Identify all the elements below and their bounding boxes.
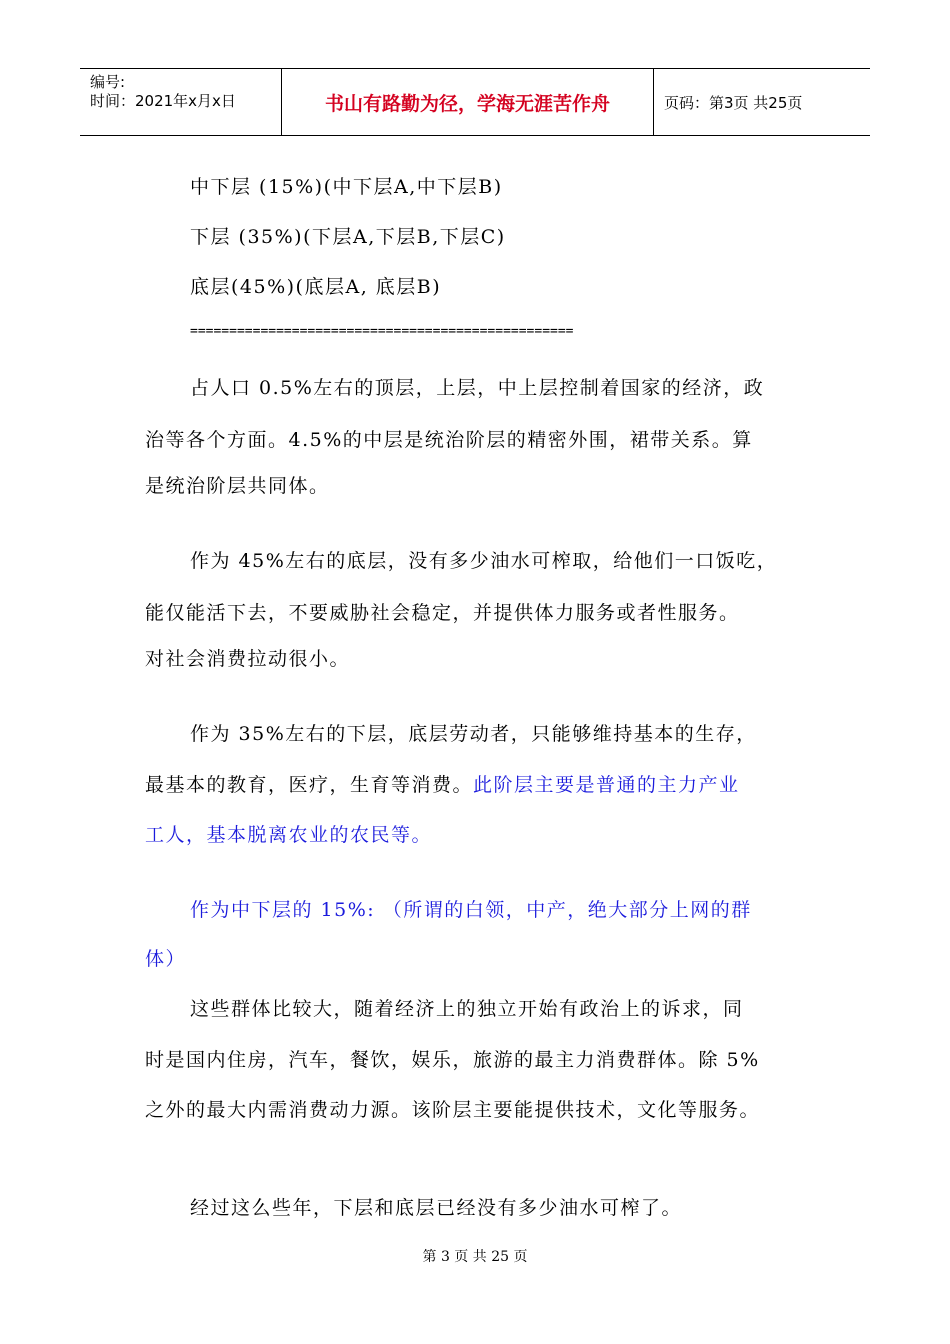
text-line: 体） <box>145 948 187 970</box>
text-line: 工人，基本脱离农业的农民等。 <box>145 824 433 846</box>
text-line: 能仅能活下去，不要威胁社会稳定，并提供体力服务或者性服务。 <box>145 602 740 624</box>
page-header <box>80 68 870 136</box>
header-page-info: 页码：第3页 共25页 <box>664 93 803 112</box>
text-line: 是统治阶层共同体。 <box>145 475 330 497</box>
text-line: 占人口 0.5%左右的顶层，上层，中上层控制着国家的经济，政 <box>190 377 765 399</box>
text-line: 之外的最大内需消费动力源。该阶层主要能提供技术，文化等服务。 <box>145 1099 761 1121</box>
text-line: 经过这么些年，下层和底层已经没有多少油水可榨了。 <box>190 1197 683 1219</box>
text-line: 时是国内住房，汽车，餐饮，娱乐，旅游的最主力消费群体。除 5% <box>145 1049 760 1071</box>
text-line: 治等各个方面。4.5%的中层是统治阶层的精密外围，裙带关系。算 <box>145 429 753 451</box>
motto-text: 书山有路勤为径，学海无涯苦作舟 <box>324 92 610 115</box>
text-line: 作为 35%左右的下层，底层劳动者，只能够维持基本的生存， <box>190 723 757 745</box>
time-label: 时间：2021年x月x日 <box>90 92 236 110</box>
page-footer: 第 3 页 共 25 页 <box>422 1249 528 1265</box>
number-label: 编号: <box>90 73 126 91</box>
highlight-segment: 此阶层主要是普通的主力产业 <box>473 774 740 796</box>
text-line: 底层(45%)(底层A, 底层B) <box>190 276 442 298</box>
text-segment: 最基本的教育，医疗，生育等消费。 <box>145 774 474 796</box>
text-line: 下层 (35%)(下层A,下层B,下层C) <box>190 226 506 248</box>
header-meta <box>80 69 281 135</box>
text-line: 中下层 (15%)(中下层A,中下层B) <box>190 176 503 198</box>
text-line: 作为中下层的 15%: （所谓的白领，中产，绝大部分上网的群 <box>190 899 752 921</box>
text-line: 对社会消费拉动很小。 <box>145 648 351 670</box>
header-motto-cell <box>281 69 654 135</box>
text-line <box>145 770 740 797</box>
separator-line: ================================================= <box>190 324 574 339</box>
text-line: 作为 45%左右的底层，没有多少油水可榨取，给他们一口饭吃， <box>190 550 778 572</box>
text-line: 这些群体比较大，随着经济上的独立开始有政治上的诉求，同 <box>190 998 744 1020</box>
